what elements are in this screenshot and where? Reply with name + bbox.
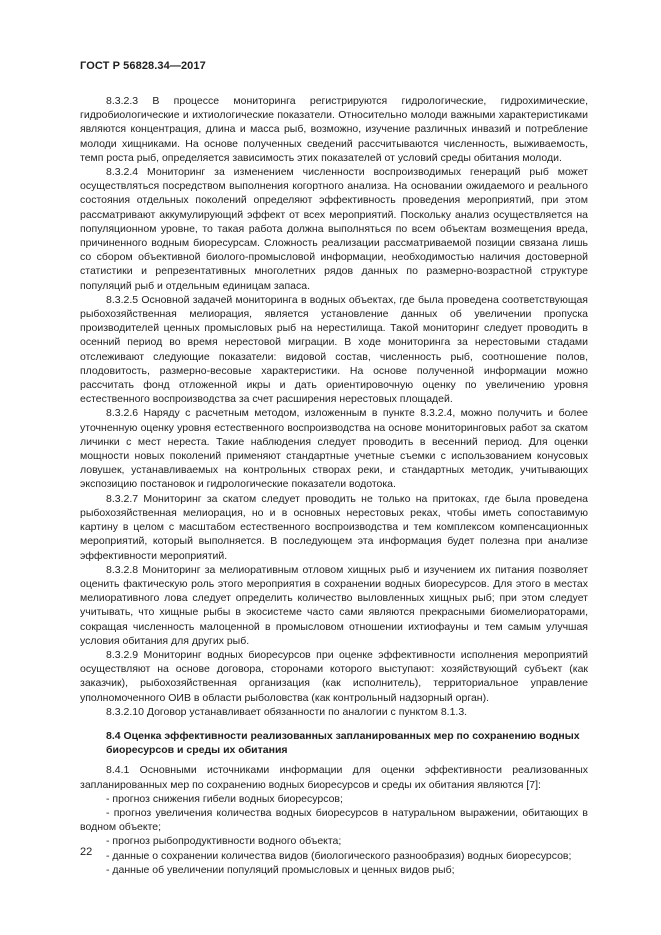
paragraph-8-3-2-3: 8.3.2.3 В процессе мониторинга регистрируются гидрологические, гидрохимические, гидробиологические и ихтиологические показатели. Относительно молоди важными характеристиками являются концентрация, длина и масса рыб, возможно, изучение различных инвазий и потребление молоди хищниками. На основе полученных сведений рассчитываются численность, выживаемость, темп роста рыб, определяется зависимость этих показателей от условий среды обитания молоди. bbox=[80, 95, 588, 164]
list-item: - прогноз снижения гибели водных биоресурсов; bbox=[106, 792, 343, 805]
list-item: - данные об увеличении популяций промысловых и ценных видов рыб; bbox=[106, 863, 455, 876]
list-item: - прогноз увеличения количества водных биоресурсов в натуральном выражении, обитающих в водном объекте; bbox=[80, 806, 588, 834]
paragraph-8-4-1: 8.4.1 Основными источниками информации для оценки эффективности реализованных запланированных мер по сохранению водных биоресурсов и среды их обитания являются [7]: bbox=[80, 764, 588, 791]
document-body bbox=[80, 94, 588, 877]
page-number: 22 bbox=[80, 846, 93, 858]
paragraph-8-3-2-8: 8.3.2.8 Мониторинг за мелиоративным отловом хищных рыб и изучением их питания позволяет оценить фактическую роль этого мероприятия в сохранении водных биоресурсов. Для этого в местах мелиоративного лова следует определить количество выловленных хищных рыб; при этом следует учитывать, что хищные рыбы в экосистеме часто сами являются прекрасными биомелиораторами, сокращая численность малоценной в промысловом отношении ихтиофауны и тем самым улучшая условия обитания для других рыб. bbox=[80, 563, 588, 647]
section-title-8-4: 8.4 Оценка эффективности реализованных запланированных мер по сохранению водных биоресурсов и среды их обитания bbox=[106, 729, 580, 757]
paragraph-8-3-2-4: 8.3.2.4 Мониторинг за изменением численности воспроизводимых генераций рыб может осуществляться посредством выполнения когортного анализа. На основании ожидаемого и реального состояния отдельных поколений определяют эффективность проведения мероприятий, при этом рассматривают аккумулирующий эффект от всех мероприятий. Поскольку анализ осуществляется на популяционном уровне, то такая работа должна выполняться по всем объектам возмещения вреда, причиненного водным биоресурсам. Сложность реализации рассматриваемой позиции связана лишь со сбором объективной биолого-промысловой информации, необходимостью наличия достоверной статистики и репрезентативных многолетних рядов данных по размерно-возрастной структуре популяций рыб и отдельным единицам запаса. bbox=[80, 166, 588, 292]
document-header: ГОСТ Р 56828.34—2017 bbox=[80, 60, 206, 72]
list-item: - прогноз рыбопродуктивности водного объекта; bbox=[106, 835, 342, 848]
list-item: - данные о сохранении количества видов (биологического разнообразия) водных биоресурсов; bbox=[106, 849, 572, 862]
paragraph-8-3-2-10: 8.3.2.10 Договор устанавливает обязанности по аналогии с пунктом 8.1.3. bbox=[106, 705, 468, 718]
paragraph-8-3-2-6: 8.3.2.6 Наряду с расчетным методом, изложенным в пункте 8.3.2.4, можно получить и более уточненную оценку уровня естественного воспроизводства на основе мониторинговых работ за скатом личинки с мест нереста. Такие наблюдения следует проводить в весенний период. Для оценки мощности новых поколений применяют стандартные учетные съемки с использованием конусовых ловушек, устанавливаемых на контрольных створах реки, и стандартных методик, учитывающих экспозицию постановок и гидрологические показатели водотока. bbox=[80, 407, 588, 491]
paragraph-8-3-2-5: 8.3.2.5 Основной задачей мониторинга в водных объектах, где была проведена соответствующая рыбохозяйственная мелиорация, является установление данных об увеличении пропуска производителей ценных промысловых рыб на нерестилища. Такой мониторинг следует проводить в осенний период во время нерестовой миграции. В ходе мониторинга за нерестовыми стадами отслеживают следующие показатели: видовой состав, численность рыб, соотношение полов, плодовитость, размерно-весовые характеристики. На основе полученной информации можно рассчитать фонд отложенной икры и дать ориентировочную оценку по увеличению уровня естественного воспроизводства за счет расширения нерестовых площадей. bbox=[80, 293, 588, 406]
paragraph-8-3-2-9: 8.3.2.9 Мониторинг водных биоресурсов при оценке эффективности исполнения мероприятий осуществляют на основе договора, сторонами которого выступают: хозяйствующий субъект (как заказчик), рыбохозяйственная организация (как исполнитель), территориальное управление уполномоченного ОИВ в области рыболовства (как контрольный надзорный орган). bbox=[80, 648, 588, 704]
paragraph-8-3-2-7: 8.3.2.7 Мониторинг за скатом следует проводить не только на притоках, где была проведена рыбохозяйственная мелиорация, но и в основных нерестовых реках, чтобы иметь сопоставимую картину в целом с масштабом естественного воспроизводства и тем комплексом компенсационных мероприятий, который выполняется. В последующем эта информация будет полезна при анализе эффективности мероприятий. bbox=[80, 492, 588, 562]
